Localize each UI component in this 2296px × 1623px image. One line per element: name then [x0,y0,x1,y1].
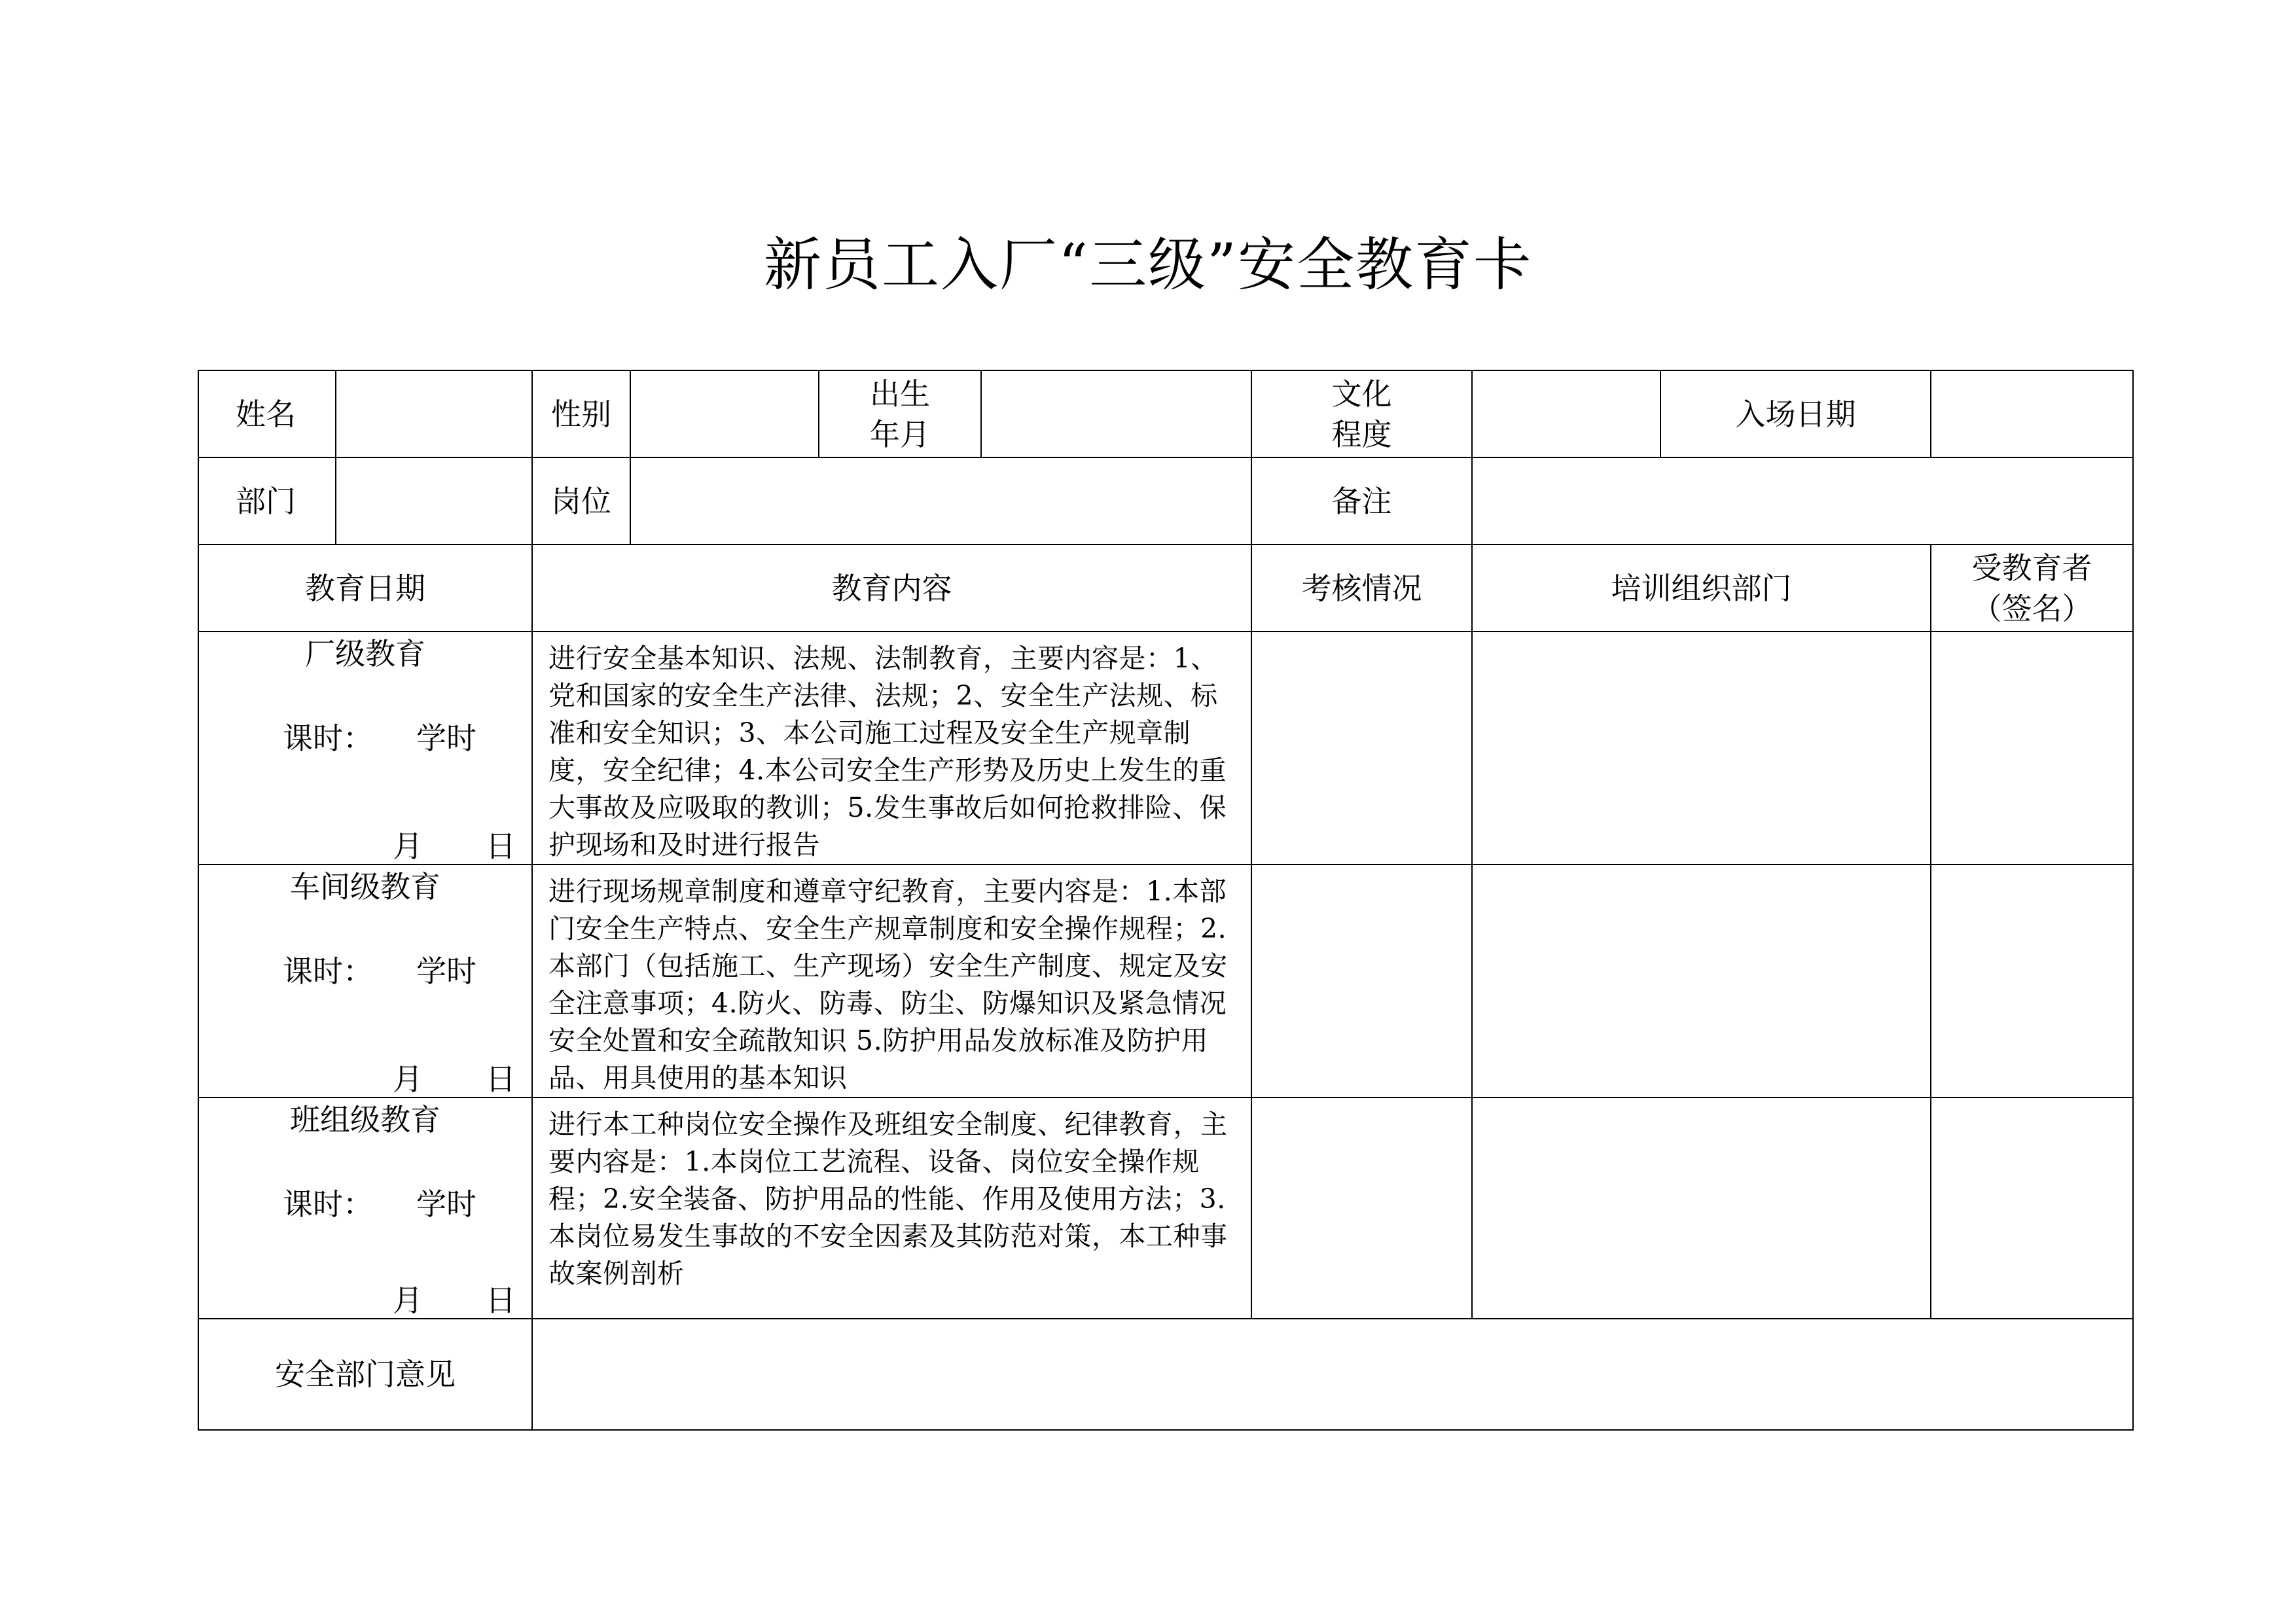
workshop-level-signature[interactable] [1931,865,2133,1097]
team-level-date [393,1280,516,1319]
gender-field[interactable] [630,370,819,457]
team-level-row [198,1097,2133,1319]
safety-opinion-row [198,1319,2133,1430]
hours-label: 课时： [283,1186,373,1222]
hours-label: 课时： [283,954,373,989]
workshop-level-title: 车间级教育 [290,869,440,904]
factory-level-cell [198,632,532,865]
factory-level-row [198,632,2133,865]
education-label-line-1: 文化 [1331,376,1392,412]
factory-level-assessment[interactable] [1251,632,1472,865]
day-label: 日 [486,1283,516,1318]
team-level-signature[interactable] [1931,1097,2133,1319]
document-title: 新员工入厂“三级”安全教育卡 [764,231,1532,298]
team-level-assessment[interactable] [1251,1097,1472,1319]
name-field[interactable] [336,370,532,457]
trainee-label-line-1: 受教育者 [1971,550,2092,586]
day-label: 日 [486,1061,516,1097]
birth-label [819,370,981,457]
col-assessment: 考核情况 [1251,544,1472,632]
factory-level-date [393,826,516,865]
hours-label: 课时： [283,721,373,756]
workshop-level-assessment[interactable] [1251,865,1472,1097]
col-education-content: 教育内容 [532,544,1251,632]
position-label: 岗位 [532,457,630,544]
birth-field[interactable] [981,370,1251,457]
education-level-label [1251,370,1472,457]
col-trainee-signature [1931,544,2133,632]
factory-level-title: 厂级教育 [305,636,425,671]
name-label: 姓名 [198,370,336,457]
workshop-level-cell [198,865,532,1097]
team-level-org-department[interactable] [1472,1097,1931,1319]
month-label: 月 [393,1283,423,1318]
team-level-cell [198,1097,532,1319]
info-row-2 [198,457,2133,544]
hours-unit: 学时 [416,954,476,989]
safety-education-card-table [198,370,2134,1431]
workshop-level-org-department[interactable] [1472,865,1931,1097]
entry-date-field[interactable] [1931,370,2133,457]
safety-opinion-field[interactable] [532,1319,2133,1430]
factory-level-content: 进行安全基本知识、法规、法制教育，主要内容是：1、党和国家的安全生产法律、法规；2、安全生产法规、标准和安全知识；3、本公司施工过程及安全生产规章制度，安全纪律；4.本公司安全生产形势及历史上发生的重大事故及应吸取的教训；5.发生事故后如何抢救排险、保护现场和及时进行报告 [532,632,1251,865]
team-level-hours [283,1184,476,1224]
birth-label-line-1: 出生 [870,376,930,412]
education-level-field[interactable] [1472,370,1660,457]
month-label: 月 [393,1061,423,1097]
position-field[interactable] [630,457,1251,544]
day-label: 日 [486,829,516,864]
workshop-level-row [198,865,2133,1097]
col-organizing-department: 培训组织部门 [1472,544,1931,632]
hours-unit: 学时 [416,1186,476,1222]
department-label: 部门 [198,457,336,544]
birth-label-line-2: 年月 [870,416,930,452]
factory-level-org-department[interactable] [1472,632,1931,865]
safety-opinion-label: 安全部门意见 [198,1319,532,1430]
workshop-level-content: 进行现场规章制度和遵章守纪教育，主要内容是：1.本部门安全生产特点、安全生产规章制度和安全操作规程；2.本部门（包括施工、生产现场）安全生产制度、规定及安全注意事项；4.防火、防毒、防尘、防爆知识及紧急情况安全处置和安全疏散知识 5.防护用品发放标准及防护用品、用具使用的基本知识 [532,865,1251,1097]
info-row-1 [198,370,2133,457]
entry-date-label: 入场日期 [1660,370,1931,457]
gender-label: 性别 [532,370,630,457]
factory-level-hours [283,718,476,758]
col-education-date: 教育日期 [198,544,532,632]
month-label: 月 [393,829,423,864]
hours-unit: 学时 [416,721,476,756]
team-level-title: 班组级教育 [290,1102,440,1137]
remarks-field[interactable] [1472,457,2133,544]
department-field[interactable] [336,457,532,544]
remarks-label: 备注 [1251,457,1472,544]
team-level-content: 进行本工种岗位安全操作及班组安全制度、纪律教育，主要内容是：1.本岗位工艺流程、设备、岗位安全操作规程；2.安全装备、防护用品的性能、作用及使用方法；3.本岗位易发生事故的不安全因素及其防范对策，本工种事故案例剖析 [532,1097,1251,1319]
factory-level-signature[interactable] [1931,632,2133,865]
education-label-line-2: 程度 [1331,416,1392,452]
column-header-row [198,544,2133,632]
trainee-label-line-2: （签名） [1971,590,2092,626]
workshop-level-date [393,1059,516,1097]
workshop-level-hours [283,951,476,991]
